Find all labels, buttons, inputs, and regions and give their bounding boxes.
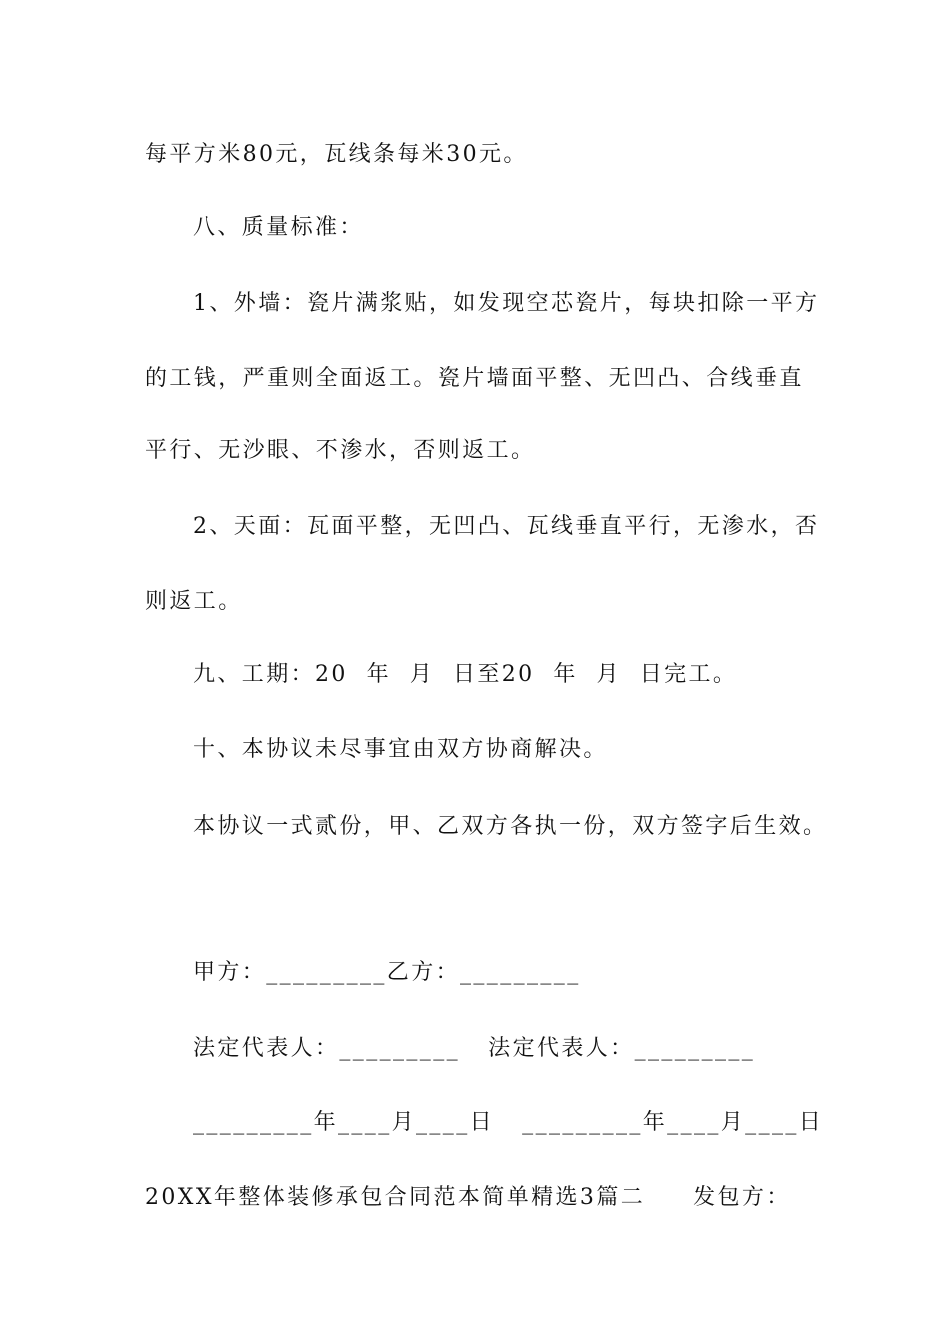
paragraph-roof: 2、天面：瓦面平整，无凹凸、瓦线垂直平行，无渗水，否: [193, 514, 820, 539]
heading-quality-standard: 八、质量标准：: [193, 215, 364, 240]
footer-label: 发包方：: [693, 1185, 791, 1210]
paragraph-exterior-wall: 1、外墙：瓷片满浆贴，如发现空芯瓷片，每块扣除一平方: [193, 291, 820, 316]
paragraph-exterior-wall-cont: 的工钱，严重则全面返工。瓷片墙面平整、无凹凸、合线垂直: [145, 366, 804, 391]
footer-title: 20XX年整体装修承包合同范本简单精选3篇二: [145, 1185, 646, 1210]
paragraph-unresolved-matters: 十、本协议未尽事宜由双方协商解决。: [193, 737, 608, 762]
signature-representatives: 法定代表人：_________ 法定代表人：_________: [193, 1036, 756, 1061]
paragraph-price-continuation: 每平方米80元，瓦线条每米30元。: [145, 142, 528, 167]
paragraph-exterior-wall-end: 平行、无沙眼、不渗水，否则返工。: [145, 438, 536, 463]
paragraph-roof-end: 则返工。: [145, 589, 243, 614]
signature-dates: _________年____月____日 _________年____月____日: [193, 1110, 824, 1135]
signature-parties: 甲方：_________乙方：_________: [193, 960, 581, 985]
paragraph-schedule: 九、工期：20 年 月 日至20 年 月 日完工。: [193, 662, 738, 687]
footer-line: [145, 1183, 791, 1213]
paragraph-copies: 本协议一式贰份，甲、乙双方各执一份，双方签字后生效。: [193, 814, 828, 839]
